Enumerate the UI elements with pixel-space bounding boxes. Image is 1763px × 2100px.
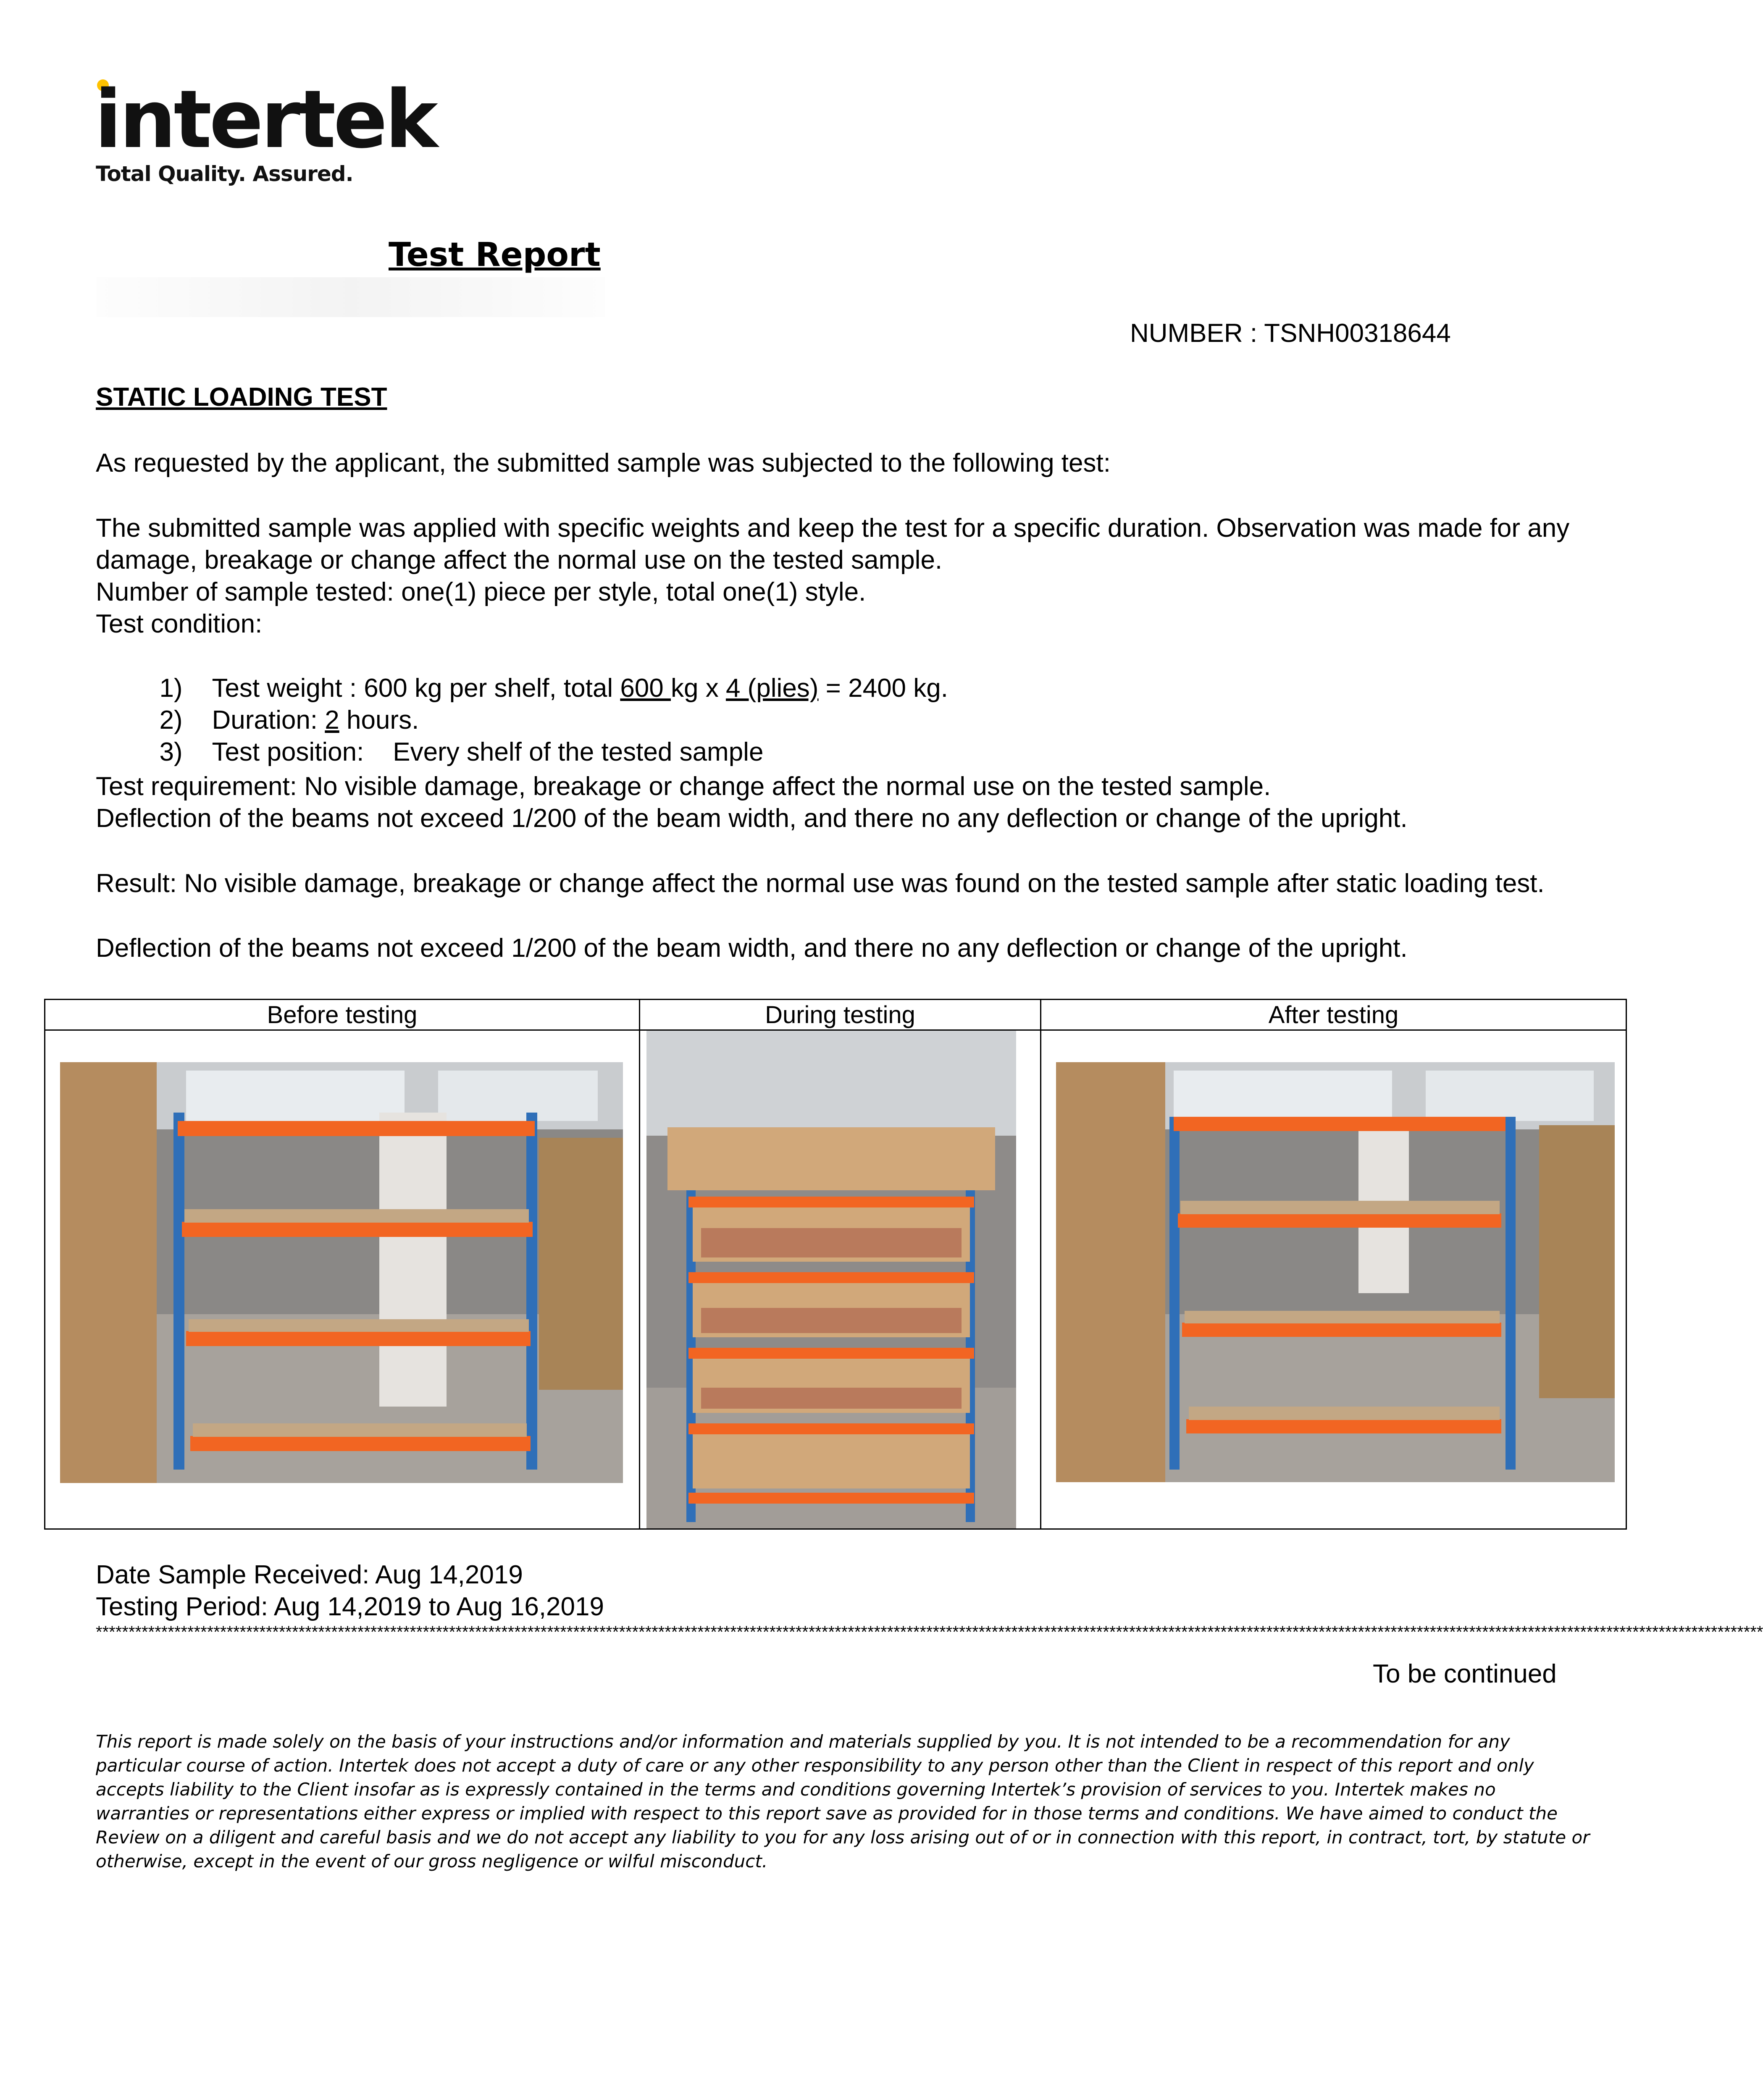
svg-text:intertek: intertek bbox=[95, 73, 436, 166]
redacted-strip bbox=[97, 277, 605, 317]
sample-count: Number of sample tested: one(1) piece per style, total one(1) style. bbox=[96, 578, 866, 606]
report-number: NUMBER : TSNH00318644 bbox=[1130, 319, 1451, 348]
to-be-continued: To be continued bbox=[1373, 1659, 1557, 1688]
observation-paragraph: The submitted sample was applied with specific weights and keep the test for a specific duration. Observation was made for any damage, breakage or change affect the normal use on the tested sample. bbox=[96, 514, 1577, 575]
after-photo-cell bbox=[1041, 1030, 1626, 1529]
request-paragraph: As requested by the applicant, the submitted sample was subjected to the following test: bbox=[96, 449, 1111, 478]
condition-item: 3) Test position: Every shelf of the tested sample bbox=[159, 738, 764, 766]
report-title: Test Report bbox=[389, 236, 601, 274]
during-photo-cell bbox=[640, 1030, 1041, 1529]
requirement-line: Test requirement: No visible damage, breakage or change affect the normal use on the tested sample. bbox=[96, 772, 1271, 801]
during-testing-photo bbox=[646, 1031, 1016, 1528]
section-heading: STATIC LOADING TEST bbox=[96, 383, 387, 412]
condition-item: 1) Test weight : 600 kg per shelf, total 600 kg x 4 (plies) = 2400 kg. bbox=[159, 674, 948, 703]
disclaimer: This report is made solely on the basis of your instructions and/or information and materials supplied by you. It is not intended to be a recommendation for any particular course of action. Intertek does not accept a duty of care or any other responsibility to any person other than the Client in respect of this report and only accepts liability to the Client insofar as is expressly contained in the terms and conditions governing Intertek’s provision of services to you. Intertek makes no warranties or representations either express or implied with respect to this report save as provided for in those terms and conditions. We have aimed to conduct the Review on a diligent and careful basis and we do not accept any liability to you for any loss arising out of or in connection with this report, in contract, tort, by statute or otherwise, except in the event of our gross negligence or wilful misconduct. bbox=[96, 1731, 1590, 1872]
testing-period: Testing Period: Aug 14,2019 to Aug 16,2019 bbox=[96, 1592, 604, 1621]
after-testing-photo bbox=[1056, 1062, 1615, 1482]
condition-item: 2) Duration: 2 hours. bbox=[159, 706, 419, 735]
before-photo-cell bbox=[45, 1030, 640, 1529]
header-before-testing: Before testing bbox=[45, 1000, 640, 1030]
intertek-logo-mark bbox=[95, 73, 439, 166]
result-line: Result: No visible damage, breakage or change affect the normal use was found on the tested sample after static loading test. bbox=[96, 869, 1545, 898]
condition-label: Test condition: bbox=[96, 609, 263, 638]
logo-tagline: Total Quality. Assured. bbox=[96, 162, 353, 186]
header-during-testing: During testing bbox=[640, 1000, 1041, 1030]
before-testing-photo bbox=[60, 1062, 623, 1483]
photo-table bbox=[44, 999, 1627, 1530]
date-received: Date Sample Received: Aug 14,2019 bbox=[96, 1560, 523, 1589]
requirement-line: Deflection of the beams not exceed 1/200 of the beam width, and there no any deflection or change of the upright. bbox=[96, 804, 1408, 833]
header-after-testing: After testing bbox=[1041, 1000, 1626, 1030]
result-line: Deflection of the beams not exceed 1/200 of the beam width, and there no any deflection or change of the upright. bbox=[96, 934, 1408, 963]
separator-line: *************************************************************************************************************************************************************************************************************************************************************** bbox=[96, 1623, 1763, 1641]
